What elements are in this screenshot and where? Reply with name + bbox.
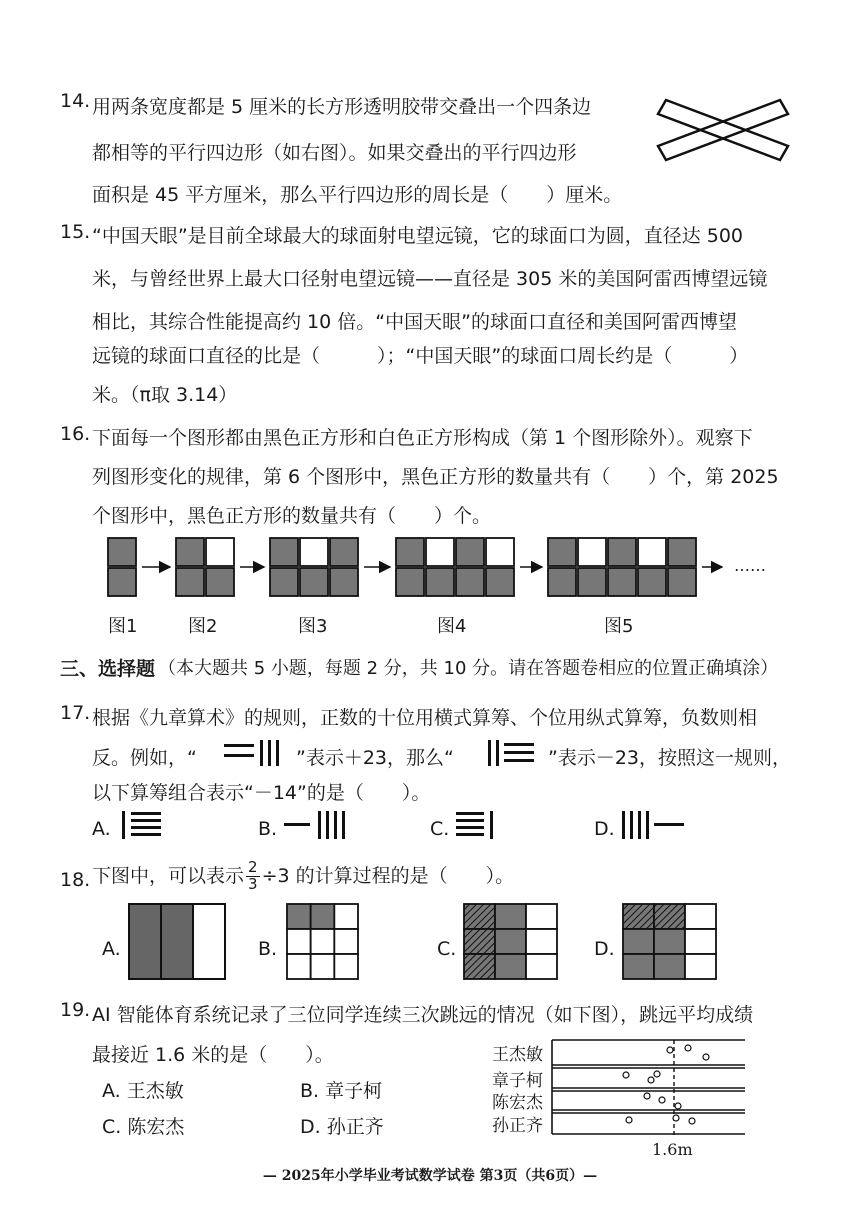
top-square [456, 538, 484, 566]
bottom-square [486, 568, 514, 596]
q15-number: 15. [60, 221, 91, 243]
q17-option-a[interactable]: A. [92, 818, 111, 840]
chart-name-chen: 陈宏杰 [492, 1093, 543, 1113]
top-square [270, 538, 298, 566]
bottom-square [206, 568, 234, 596]
bottom-square [668, 568, 696, 596]
section-title: 三、选择题 [60, 658, 156, 680]
q17-line-2b: ”表示＋23，那么“ [296, 747, 454, 769]
figure-caption-5: 图5 [604, 616, 634, 637]
q18-option-a[interactable]: A. [102, 938, 121, 960]
grid-cell [311, 954, 335, 979]
page-footer: — 2025年小学毕业考试数学试卷 第3页（共6页）— [262, 1168, 598, 1184]
q14-line-1: 用两条宽度都是 5 厘米的长方形透明胶带交叠出一个四条边 [92, 96, 592, 118]
grid-cell [495, 904, 526, 929]
bottom-square [608, 568, 636, 596]
q15-line-4: 远镜的球面口直径的比是（ ）；“中国天眼”的球面口周长约是（ ） [92, 345, 749, 367]
top-square [176, 538, 204, 566]
grid-cell [311, 904, 335, 929]
rods-minus-23 [486, 738, 546, 768]
top-square [608, 538, 636, 566]
grid-cell [685, 954, 716, 979]
top-square [638, 538, 666, 566]
grid-cell [654, 929, 685, 954]
grid-cell [334, 929, 358, 954]
grid-cell [464, 904, 495, 929]
grid-cell [464, 954, 495, 979]
q18-option-b[interactable]: B. [258, 938, 278, 960]
bottom-square [396, 568, 424, 596]
q18-number: 18. [60, 869, 91, 891]
grid-cell [526, 954, 557, 979]
grid-cell [287, 904, 311, 929]
top-square [206, 538, 234, 566]
q16-number: 16. [60, 423, 91, 445]
grid-cell [334, 904, 358, 929]
top-square [668, 538, 696, 566]
bottom-square [176, 568, 204, 596]
fraction-numerator: 2 [248, 858, 258, 876]
chart-name-sun: 孙正齐 [492, 1116, 543, 1136]
grid-cell [685, 929, 716, 954]
jump-record-chart [550, 1038, 750, 1138]
q17-option-b-rods [284, 808, 354, 842]
grid-cell [526, 904, 557, 929]
fraction-denominator: 3 [248, 874, 258, 893]
figure-caption-3: 图3 [298, 616, 328, 637]
pattern-figures [100, 536, 800, 598]
bottom-square [578, 568, 606, 596]
top-square [330, 538, 358, 566]
bottom-square [330, 568, 358, 596]
grid-cell [334, 954, 358, 979]
q17-line-3: 以下算筹组合表示“－14”的是（ ）。 [92, 782, 431, 804]
pattern-ellipsis: …… [734, 556, 766, 575]
q15-line-3: 相比，其综合性能提高约 10 倍。“中国天眼”的球面口直径和美国阿雷西博望 [92, 311, 737, 333]
top-square [486, 538, 514, 566]
q19-option-a[interactable]: A. 王杰敏 [102, 1080, 184, 1102]
bottom-square [108, 568, 136, 596]
chart-name-zhang: 章子柯 [492, 1071, 543, 1091]
grid-cell [311, 929, 335, 954]
q18-pre: 下图中，可以表示 [92, 864, 245, 887]
chart-name-wang: 王杰敏 [492, 1045, 543, 1065]
top-square [300, 538, 328, 566]
q17-line-1: 根据《九章算术》的规则，正数的十位用横式算筹、个位用纵式算筹，负数则相 [92, 707, 758, 729]
grid-cell [685, 904, 716, 929]
grid-cell [495, 954, 526, 979]
q19-option-c[interactable]: C. 陈宏杰 [102, 1116, 185, 1138]
bottom-square [300, 568, 328, 596]
section-note: （本大题共 5 小题，每题 2 分，共 10 分。请在答题卷相应的位置正确填涂） [158, 658, 779, 679]
q17-option-a-rods [120, 808, 165, 842]
q17-option-d-rods [622, 808, 692, 842]
bottom-square [456, 568, 484, 596]
grid-cell [287, 954, 311, 979]
q17-option-d[interactable]: D. [594, 818, 615, 840]
q17-line-2a: 反。例如，“ [92, 747, 197, 769]
q17-option-c[interactable]: C. [430, 818, 450, 840]
q17-option-b[interactable]: B. [258, 818, 278, 840]
grid-cell [654, 904, 685, 929]
grid-cell [623, 904, 654, 929]
q14-line-2: 都相等的平行四边形（如右图）。如果交叠出的平行四边形 [92, 142, 577, 164]
figure-caption-1: 图1 [108, 616, 138, 637]
top-square [426, 538, 454, 566]
q18-option-c-figure [463, 903, 563, 981]
grid-cell [623, 954, 654, 979]
bottom-square [638, 568, 666, 596]
q16-line-2: 列图形变化的规律，第 6 个图形中，黑色正方形的数量共有（ ）个，第 2025 [92, 466, 779, 488]
q19-option-d[interactable]: D. 孙正齐 [300, 1116, 384, 1138]
q15-line-2: 米，与曾经世界上最大口径射电望远镜——直径是 305 米的美国阿雷西博望远镜 [92, 268, 768, 290]
q17-number: 17. [60, 702, 91, 724]
grid-cell [654, 954, 685, 979]
q18-option-b-figure [286, 903, 361, 981]
bottom-square [270, 568, 298, 596]
tape-crossing-figure [650, 98, 795, 168]
bottom-square [426, 568, 454, 596]
q16-line-3: 个图形中，黑色正方形的数量共有（ ）个。 [92, 505, 492, 527]
q19-line-1: AI 智能体育系统记录了三位同学连续三次跳远的情况（如下图），跳远平均成绩 [92, 1004, 754, 1026]
q15-line-1: “中国天眼”是目前全球最大的球面射电望远镜，它的球面口为圆，直径达 500 [92, 225, 743, 247]
q18-option-d-figure [622, 903, 722, 981]
q14-line-3: 面积是 45 平方厘米，那么平行四边形的周长是（ ）厘米。 [92, 184, 623, 206]
top-square [396, 538, 424, 566]
q18-question [92, 860, 514, 893]
q18-option-a-figure [128, 903, 228, 981]
q18-post: ÷3 的计算过程的是（ ）。 [261, 864, 515, 887]
top-square [108, 538, 136, 566]
q19-option-b[interactable]: B. 章子柯 [300, 1080, 383, 1102]
grid-cell [287, 929, 311, 954]
fraction-two-thirds [246, 860, 260, 893]
q17-line-2c: ”表示－23，按照这一规则， [548, 747, 792, 769]
grid-cell [526, 929, 557, 954]
q18-option-d[interactable]: D. [594, 938, 615, 960]
q19-line-2: 最接近 1.6 米的是（ ）。 [92, 1044, 334, 1066]
rods-plus-23 [222, 738, 292, 768]
bottom-square [548, 568, 576, 596]
q18-option-c[interactable]: C. [437, 938, 457, 960]
q16-line-1: 下面每一个图形都由黑色正方形和白色正方形构成（第 1 个图形除外）。观察下 [92, 427, 753, 449]
chart-reference-mark: 1.6m [652, 1140, 693, 1159]
top-square [578, 538, 606, 566]
grid-cell [464, 929, 495, 954]
q14-number: 14. [60, 90, 91, 112]
q17-option-c-rods [456, 808, 501, 842]
grid-cell [623, 929, 654, 954]
q19-number: 19. [60, 999, 91, 1021]
figure-caption-4: 图4 [437, 616, 467, 637]
top-square [548, 538, 576, 566]
grid-cell [495, 929, 526, 954]
q15-line-5: 米。（π取 3.14） [92, 384, 238, 406]
figure-caption-2: 图2 [188, 616, 218, 637]
